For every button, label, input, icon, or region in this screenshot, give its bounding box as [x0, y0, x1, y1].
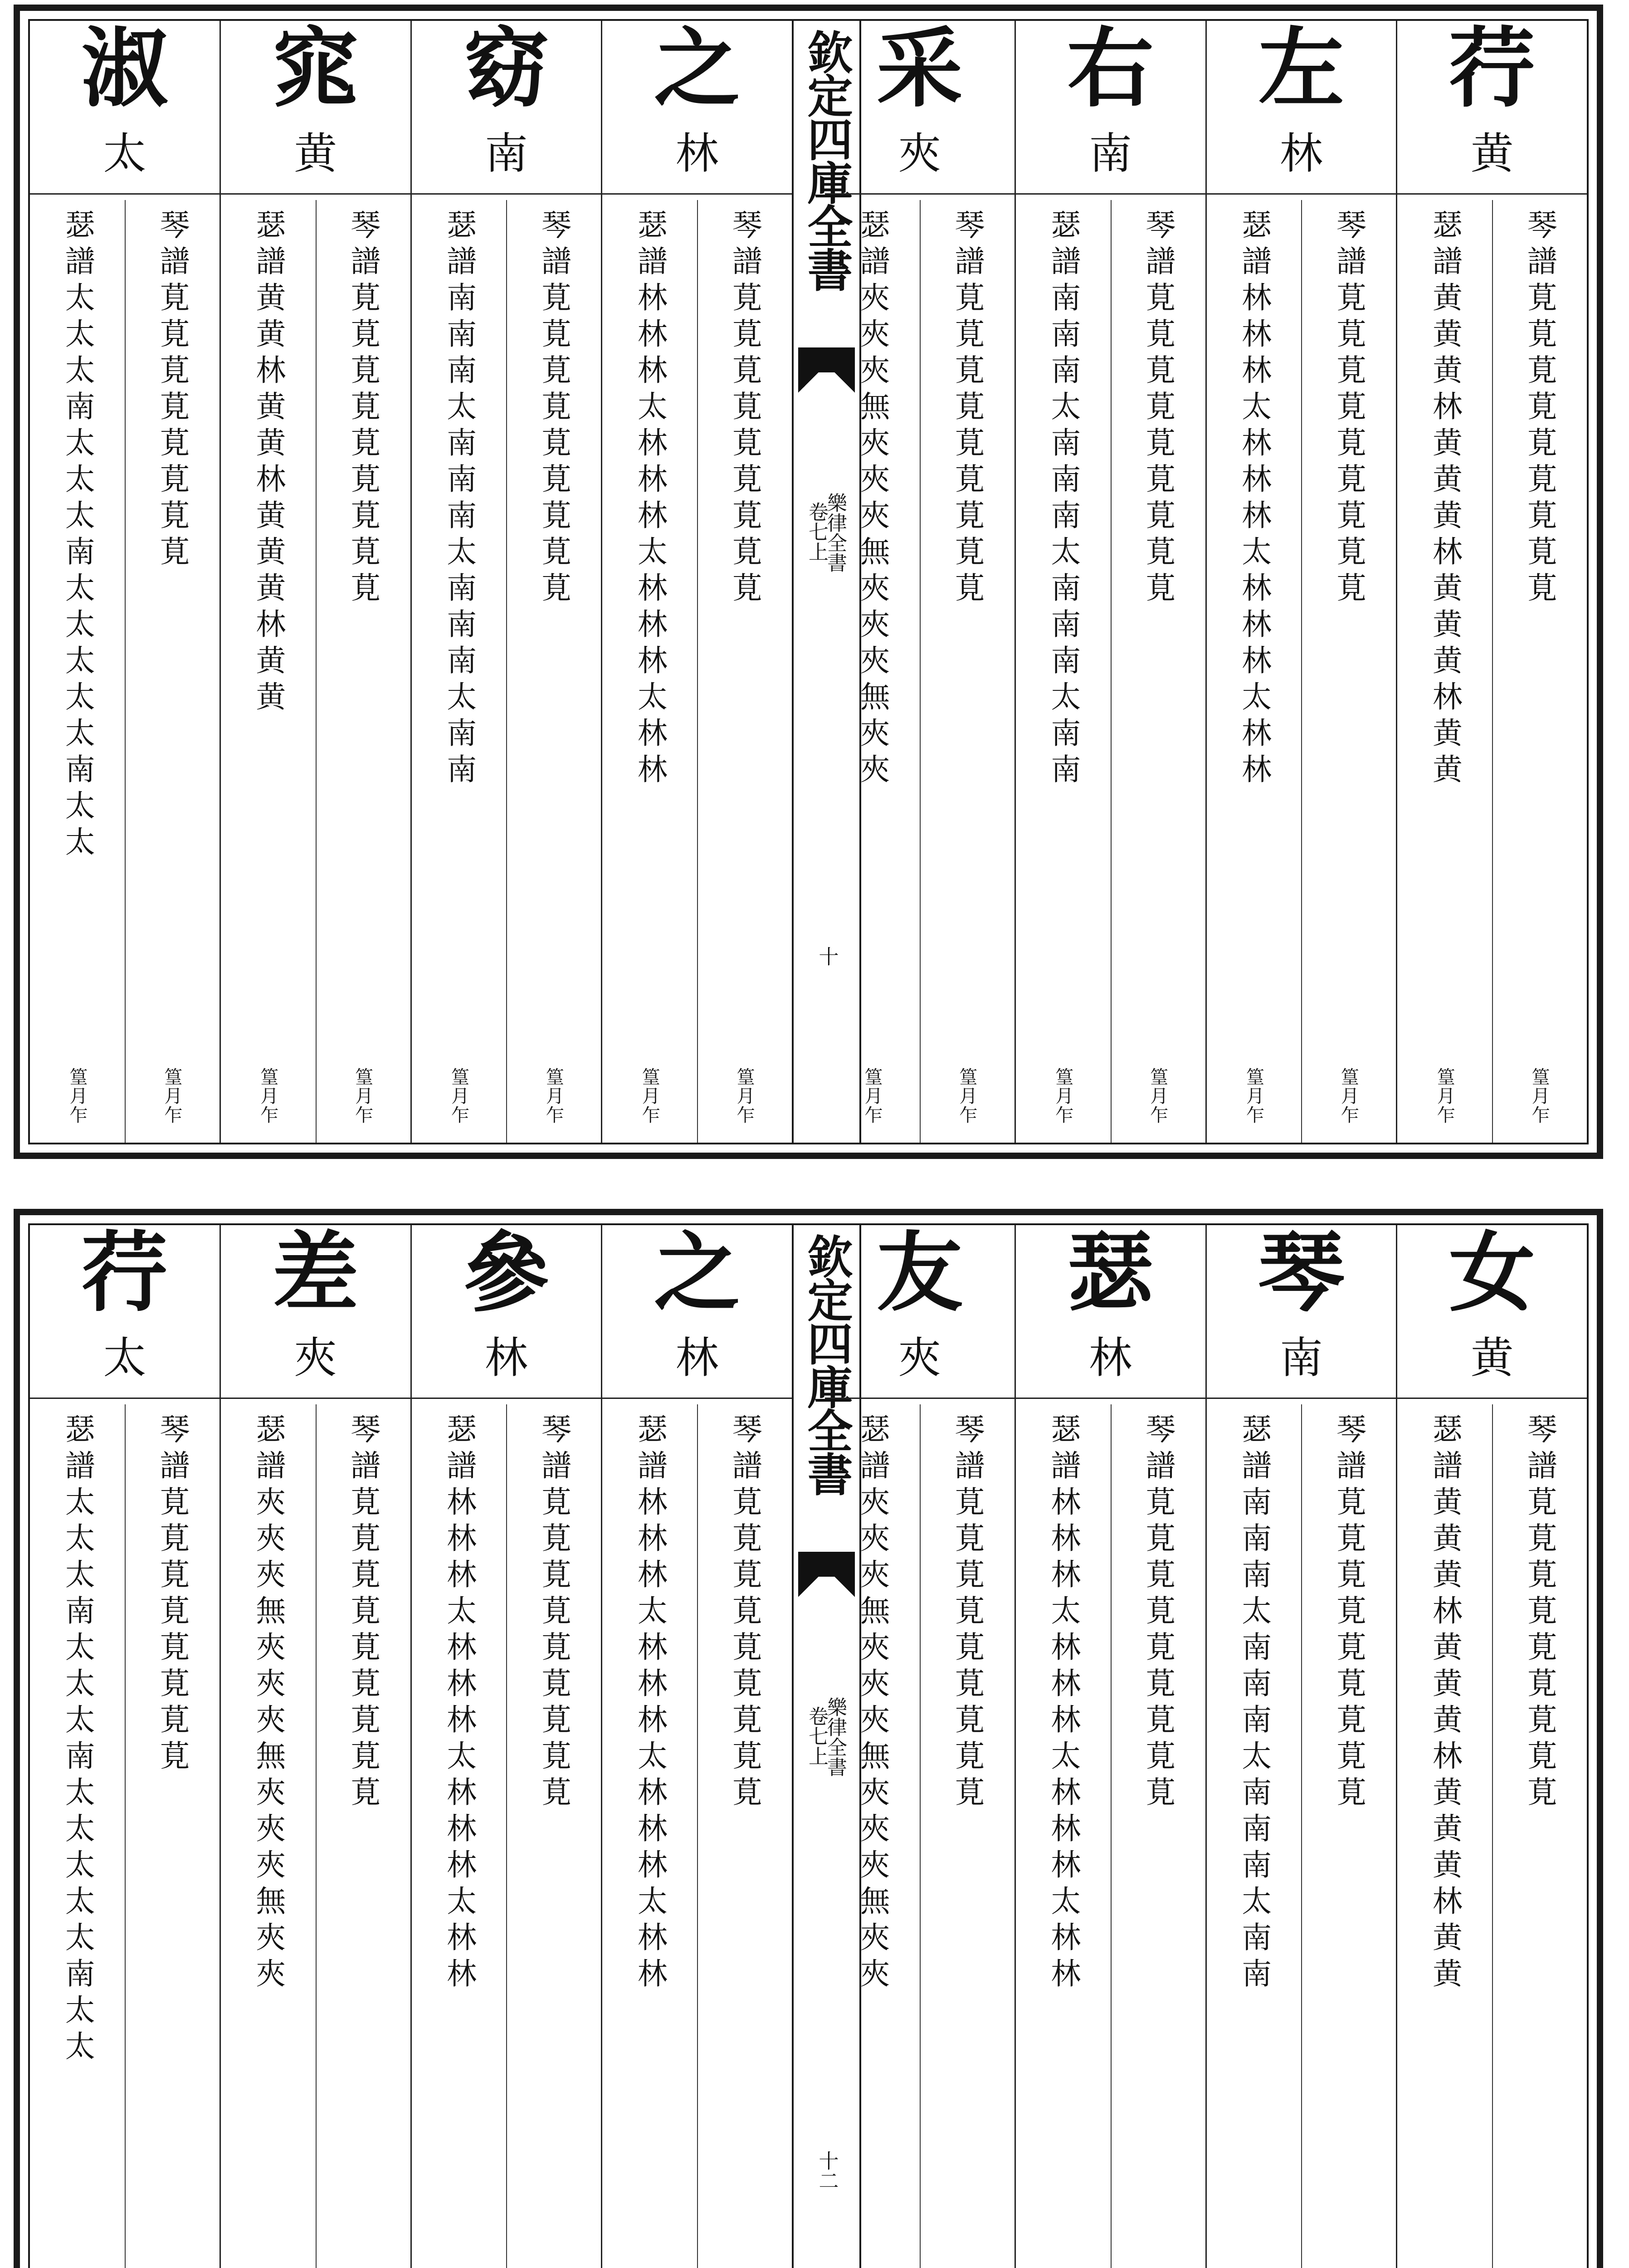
qin-notation: 琴譜莧莧莧莧莧莧莧莧: [154, 209, 190, 572]
se-notation: 瑟譜黄黄黄林黄黄黄林黄黄黄林黄黄: [1427, 209, 1463, 790]
qin-footer: 篁月乍: [1147, 1067, 1168, 1124]
divider: [30, 1398, 219, 1399]
qin-notation: 琴譜莧莧莧莧莧莧莧莧莧: [949, 209, 985, 608]
divider: [1016, 1398, 1205, 1399]
divider: [1397, 1398, 1587, 1399]
lyric-column: [219, 1222, 410, 2268]
pitch-name: 黄: [294, 129, 337, 179]
qin-footer: 篁月乍: [1529, 1067, 1550, 1124]
divider: [602, 193, 792, 195]
se-notation: 瑟譜林林林太林林林太林林林太林林: [1236, 209, 1272, 790]
pitch-name: 林: [1089, 1333, 1132, 1383]
lyric-column: [219, 18, 410, 1143]
pitch-name: 林: [675, 129, 719, 179]
page-frame: [28, 19, 1589, 1144]
lyric-column: [1014, 18, 1205, 1143]
lyric-character: 左: [1258, 18, 1345, 119]
divider: [825, 1398, 1014, 1399]
qin-footer: 篁月乍: [1338, 1067, 1359, 1124]
lyric-character: 窈: [463, 18, 550, 119]
spine-volume: 卷七上: [805, 502, 828, 562]
qin-notation: 琴譜莧莧莧莧莧莧莧莧莧: [1522, 209, 1557, 608]
se-tablature: [1397, 1404, 1493, 2268]
pitch-name: 黄: [1470, 129, 1514, 179]
page-bottom: [14, 1209, 1603, 2268]
se-tablature: [221, 200, 317, 1143]
divider: [1207, 193, 1396, 195]
left-half: [30, 18, 792, 1143]
se-notation: 瑟譜林林林太林林林太林林林太林林: [632, 209, 668, 790]
se-notation: 瑟譜黄黄林黄黄林黄黄黄林黄黄: [250, 209, 286, 717]
lyric-column: [601, 18, 792, 1143]
qin-notation: 琴譜莧莧莧莧莧莧莧莧莧: [1331, 1413, 1366, 1813]
se-footer: 篁月乍: [448, 1067, 469, 1124]
page-frame: [28, 1223, 1589, 2268]
lyric-character: 瑟: [1067, 1222, 1154, 1323]
se-footer: 篁月乍: [66, 1067, 88, 1124]
se-tablature: [412, 1404, 507, 2268]
qin-tablature: [506, 1404, 601, 2268]
lyric-column: [30, 1222, 219, 2268]
qin-tablature: [125, 200, 219, 1143]
qin-notation: 琴譜莧莧莧莧莧莧莧莧莧: [727, 209, 762, 608]
se-notation: 瑟譜太太太南太太太南太太太太太南太太: [60, 209, 95, 862]
lyric-character: 差: [272, 1222, 359, 1323]
lyric-column: [1205, 1222, 1396, 2268]
pitch-name: 南: [1089, 129, 1132, 179]
se-tablature: [221, 1404, 317, 2268]
right-half: [825, 18, 1587, 1143]
qin-notation: 琴譜莧莧莧莧莧莧莧莧莧: [536, 209, 571, 608]
lyric-column: [30, 18, 219, 1143]
qin-footer: 篁月乍: [161, 1067, 182, 1124]
lyric-character: 友: [876, 1222, 963, 1323]
left-half: [30, 1222, 792, 2268]
spine-page-number: 十二: [815, 2151, 839, 2190]
qin-tablature: [125, 1404, 219, 2268]
se-footer: 篁月乍: [1243, 1067, 1264, 1124]
se-notation: 瑟譜南南南太南南南太南南南太南南: [1045, 209, 1081, 790]
divider: [1016, 193, 1205, 195]
qin-notation: 琴譜莧莧莧莧莧莧莧莧莧: [1140, 209, 1175, 608]
divider: [825, 193, 1014, 195]
lyric-character: 之: [654, 1222, 741, 1323]
divider: [1207, 1398, 1396, 1399]
qin-tablature: [316, 1404, 410, 2268]
lyric-character: 采: [876, 18, 963, 119]
se-footer: 篁月乍: [861, 1067, 883, 1124]
qin-notation: 琴譜莧莧莧莧莧莧莧莧莧: [345, 209, 380, 608]
qin-tablature: [1492, 200, 1587, 1143]
lyric-character: 之: [654, 18, 741, 119]
se-notation: 瑟譜南南南太南南南太南南南太南南: [441, 209, 477, 790]
se-footer: 篁月乍: [257, 1067, 278, 1124]
qin-notation: 琴譜莧莧莧莧莧莧莧莧莧: [1140, 1413, 1175, 1813]
qin-tablature: [316, 200, 410, 1143]
qin-notation: 琴譜莧莧莧莧莧莧莧莧莧: [1331, 209, 1366, 608]
qin-notation: 琴譜莧莧莧莧莧莧莧莧莧: [727, 1413, 762, 1813]
se-tablature: [30, 1404, 126, 2268]
lyric-character: 右: [1067, 18, 1154, 119]
qin-tablature: [1301, 200, 1396, 1143]
qin-notation: 琴譜莧莧莧莧莧莧莧莧莧: [345, 1413, 380, 1813]
pitch-name: 太: [103, 129, 146, 179]
qin-footer: 篁月乍: [956, 1067, 977, 1124]
se-notation: 瑟譜黄黄黄林黄黄黄林黄黄黄林黄黄: [1427, 1413, 1463, 1994]
pitch-name: 夾: [294, 1333, 337, 1383]
pitch-name: 南: [484, 129, 528, 179]
spine-book-title: 樂律全書: [824, 1697, 847, 1777]
pitch-name: 林: [484, 1333, 528, 1383]
lyric-character: 荇: [81, 1222, 168, 1323]
qin-notation: 琴譜莧莧莧莧莧莧莧莧: [154, 1413, 190, 1776]
qin-footer: 篁月乍: [543, 1067, 564, 1124]
lyric-character: 淑: [81, 18, 168, 119]
qin-notation: 琴譜莧莧莧莧莧莧莧莧莧: [536, 1413, 571, 1813]
pitch-name: 林: [675, 1333, 719, 1383]
pitch-name: 南: [1279, 1333, 1323, 1383]
qin-tablature: [697, 200, 792, 1143]
lyric-character: 琴: [1258, 1222, 1345, 1323]
divider: [412, 1398, 601, 1399]
divider: [1397, 193, 1587, 195]
se-tablature: [1016, 200, 1112, 1143]
qin-tablature: [506, 200, 601, 1143]
lyric-character: 荇: [1449, 18, 1536, 119]
se-tablature: [30, 200, 126, 1143]
spine-title: 欽定四庫全書: [800, 1233, 854, 1495]
se-notation: 瑟譜南南南太南南南太南南南太南南: [1236, 1413, 1272, 1994]
se-footer: 篁月乍: [1052, 1067, 1073, 1124]
lyric-column: [1396, 1222, 1587, 2268]
divider: [30, 193, 219, 195]
lyric-column: [1396, 18, 1587, 1143]
se-tablature: [412, 200, 507, 1143]
lyric-column: [825, 18, 1014, 1143]
qin-notation: 琴譜莧莧莧莧莧莧莧莧莧: [1522, 1413, 1557, 1813]
se-notation: 瑟譜太太太南太太太南太太太太太南太太: [60, 1413, 95, 2067]
spine-book-title: 樂律全書: [824, 493, 847, 572]
lyric-column: [1014, 1222, 1205, 2268]
page-top: [14, 5, 1603, 1159]
qin-notation: 琴譜莧莧莧莧莧莧莧莧莧: [949, 1413, 985, 1813]
qin-tablature: [697, 1404, 792, 2268]
lyric-column: [410, 18, 601, 1143]
qin-tablature: [1492, 1404, 1587, 2268]
se-footer: 篁月乍: [1434, 1067, 1455, 1124]
se-footer: 篁月乍: [639, 1067, 660, 1124]
pitch-name: 夾: [898, 129, 941, 179]
se-tablature: [602, 200, 698, 1143]
qin-tablature: [1111, 1404, 1205, 2268]
qin-footer: 篁月乍: [352, 1067, 373, 1124]
qin-footer: 篁月乍: [734, 1067, 755, 1124]
right-half: [825, 1222, 1587, 2268]
lyric-column: [410, 1222, 601, 2268]
lyric-character: 窕: [272, 18, 359, 119]
pitch-name: 黄: [1470, 1333, 1514, 1383]
se-notation: 瑟譜夾夾夾無夾夾夾無夾夾夾無夾夾: [855, 209, 890, 790]
lyric-character: 參: [463, 1222, 550, 1323]
lyric-column: [825, 1222, 1014, 2268]
qin-tablature: [920, 200, 1014, 1143]
lyric-character: 女: [1449, 1222, 1536, 1323]
divider: [412, 193, 601, 195]
qin-tablature: [1111, 200, 1205, 1143]
qin-tablature: [1301, 1404, 1396, 2268]
spine-page-number: 十: [815, 946, 839, 966]
se-notation: 瑟譜夾夾夾無夾夾夾無夾夾夾無夾夾: [250, 1413, 286, 1994]
pitch-name: 太: [103, 1333, 146, 1383]
se-notation: 瑟譜林林林太林林林太林林林太林林: [632, 1413, 668, 1994]
divider: [221, 1398, 410, 1399]
se-tablature: [1397, 200, 1493, 1143]
se-tablature: [825, 1404, 921, 2268]
spine-volume: 卷七上: [805, 1706, 828, 1766]
divider: [221, 193, 410, 195]
se-notation: 瑟譜林林林太林林林太林林林太林林: [441, 1413, 477, 1994]
lyric-column: [601, 1222, 792, 2268]
se-tablature: [1207, 1404, 1302, 2268]
se-tablature: [1207, 200, 1302, 1143]
pitch-name: 林: [1279, 129, 1323, 179]
se-notation: 瑟譜林林林太林林林太林林林太林林: [1045, 1413, 1081, 1994]
se-tablature: [602, 1404, 698, 2268]
pitch-name: 夾: [898, 1333, 941, 1383]
se-tablature: [825, 200, 921, 1143]
spine-title: 欽定四庫全書: [800, 29, 854, 290]
lyric-column: [1205, 18, 1396, 1143]
divider: [602, 1398, 792, 1399]
se-notation: 瑟譜夾夾夾無夾夾夾無夾夾夾無夾夾: [855, 1413, 890, 1994]
se-tablature: [1016, 1404, 1112, 2268]
qin-tablature: [920, 1404, 1014, 2268]
